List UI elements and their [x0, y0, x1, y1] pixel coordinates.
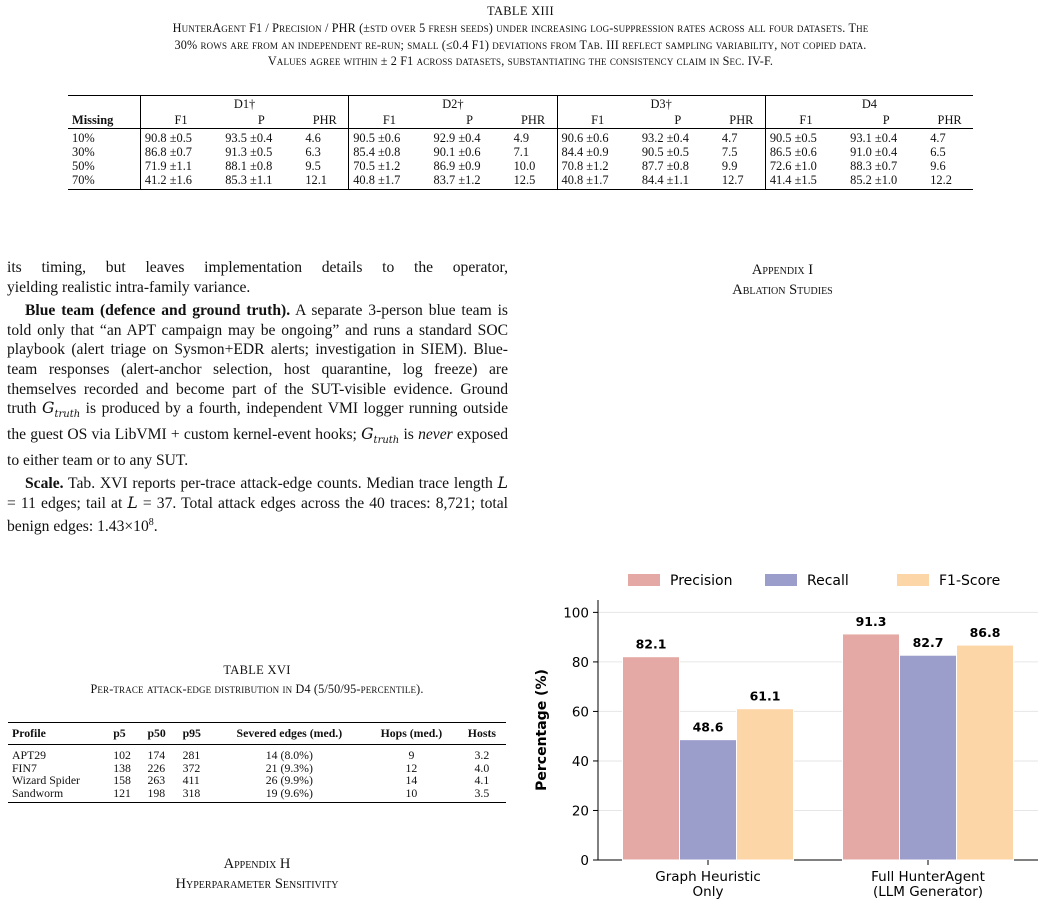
table13-value-cell: 9.5 [305, 159, 321, 173]
table13-value-cell: 90.6 ±0.6 [557, 129, 638, 146]
table13-value-cell: 83.7 ±1.2 [430, 173, 510, 190]
table13-subheader-row [68, 112, 973, 129]
y-axis-label: Percentage (%) [534, 669, 550, 791]
bar-value-label: 61.1 [749, 688, 781, 704]
table13-value-cell: 84.4 ±0.9 [557, 145, 638, 159]
table16-label: TABLE XVI [223, 663, 291, 677]
table16-cell: 14 [405, 773, 418, 788]
table13-missing-cell: 10% [68, 129, 140, 146]
y-tick-label: 100 [563, 605, 589, 622]
table16-cell: 10 [365, 787, 458, 802]
table16-cell: 174 [147, 747, 166, 762]
table13-caption-line: HunterAgent F1 / Precision / PHR (±std over 5 fresh seeds) under increasing log-suppression rates across all four datasets. The [172, 21, 869, 35]
table13-label: TABLE XIII [487, 4, 554, 18]
table13-caption-line: 30% rows are from an independent re-run; small (≤0.4 F1) deviations from Tab. III reflect sampling variability, not copied data. [174, 37, 867, 52]
table-row [68, 173, 973, 190]
table16-header-cell: Severed edges (med.) [214, 723, 365, 745]
table13-subheader: F1 [557, 112, 638, 129]
table13-value-cell: 90.5 ±0.5 [641, 145, 689, 159]
bar-value-label: 82.1 [635, 636, 667, 652]
table16-cell: 158 [113, 773, 131, 788]
appendix-i-number: Appendix I [751, 262, 814, 278]
table13-caption-line: Values agree within ± 2 F1 across datasets, substantiating the consistency claim in Sec. IV-F. [267, 54, 774, 68]
table13 [68, 95, 973, 190]
body-text-left [7, 258, 508, 537]
table13-value-cell: 91.0 ±0.4 [850, 145, 898, 159]
text-line: yielding realistic intra-family variance. [7, 278, 251, 296]
table13-value-cell: 41.4 ±1.5 [765, 173, 846, 190]
table13-subheader: PHR [312, 113, 337, 127]
table16-caption: Per-trace attack-edge distribution in D4 (5/50/95-percentile). [90, 682, 424, 696]
table13-value-cell: 88.1 ±0.8 [225, 159, 273, 173]
table13-group-header: D1† [140, 96, 348, 113]
table16 [8, 722, 506, 803]
bar-value-label: 86.8 [969, 625, 1001, 641]
table13-subheader: PHR [729, 113, 754, 127]
table13-row-header: Missing [72, 113, 114, 127]
table13-subheader: F1 [140, 112, 221, 129]
table13-value-cell: 70.5 ±1.2 [349, 159, 430, 173]
table16-cell: 26 (9.9%) [265, 773, 313, 788]
table16-cell: 3.5 [458, 787, 506, 802]
table13-subheader: P [674, 113, 682, 127]
table13-value-cell: 92.9 ±0.4 [430, 129, 510, 146]
table13-value-cell: 6.5 [930, 145, 946, 159]
x-tick-label: Graph Heuristic [655, 869, 761, 885]
table16-cell: 19 (9.6%) [214, 787, 365, 802]
table16-header-row [8, 723, 506, 745]
table13-value-cell: 41.2 ±1.6 [140, 173, 221, 190]
legend-label: F1-Score [939, 573, 1001, 589]
bar-precision [843, 634, 900, 860]
table13-missing-cell: 50% [72, 159, 95, 173]
table13-group-header-row [68, 96, 973, 113]
table16-header-cell: p95 [179, 723, 214, 745]
bar-f1-score [957, 645, 1014, 860]
y-tick-label: 40 [571, 753, 589, 770]
table16-cell: 198 [143, 787, 178, 802]
table16-cell: 372 [182, 760, 201, 775]
table16-cell: 138 [113, 760, 131, 775]
table13-group-header: D2† [349, 96, 557, 113]
table13-value-cell: 4.6 [301, 129, 348, 146]
table16-cell: 121 [109, 787, 143, 802]
y-tick-label: 0 [580, 853, 589, 869]
table16-cell: 263 [147, 773, 166, 788]
table13-value-cell: 12.7 [718, 173, 765, 190]
table16-cell: 318 [179, 787, 214, 802]
table13-value-cell: 9.6 [930, 159, 946, 173]
table16-cell: Wizard Spider [12, 773, 80, 788]
bar-value-label: 91.3 [855, 613, 887, 629]
bar-recall [680, 740, 737, 860]
table16-cell: 12 [405, 760, 418, 775]
legend-swatch [765, 574, 797, 586]
bar-f1-score [737, 709, 794, 860]
table13-subheader: PHR [521, 113, 546, 127]
appendix-i-heading [530, 260, 1035, 300]
table16-header-cell: p50 [143, 723, 178, 745]
table-row [68, 129, 973, 146]
table13-value-cell: 93.5 ±0.4 [221, 129, 301, 146]
paragraph-blue-team: Blue team (defence and ground truth). A separate 3-person blue team is told only that “an APT campaign may be ongoing” and runs a standard SOC playbook (alert triage on Sysmon+EDR alerts; investigation in SIEM). Blue-team responses (alert-anchor selection, host quarantine, log freeze) are themselves recorded and become part of the SUT-visible evidence. Ground truth $G_{truth}$ is produced by a fourth, independent VMI logger running outside the guest OS via LibVMI + custom kernel-event hooks; $G_{truth}$ is never exposed to either team or to any SUT. [7, 302, 509, 469]
table16-header-cell: p5 [109, 723, 143, 745]
appendix-h-title: Hyperparameter Sensitivity [175, 876, 339, 892]
table16-cell: 9 [408, 747, 415, 762]
table13-value-cell: 4.9 [510, 129, 557, 146]
legend-swatch [897, 574, 929, 586]
text-line: its timing, but leaves implementation details to the operator, [7, 259, 508, 276]
appendix-h-number: Appendix H [223, 856, 291, 872]
table13-value-cell: 86.5 ±0.6 [765, 145, 846, 159]
table16-cell: 4.1 [474, 773, 490, 788]
table13-value-cell: 4.7 [718, 129, 765, 146]
table16-cell: 281 [182, 747, 201, 762]
table13-value-cell: 87.7 ±0.8 [641, 159, 689, 173]
table13-value-cell: 93.2 ±0.4 [638, 129, 718, 146]
bar-value-label: 82.7 [912, 635, 944, 651]
table-row [8, 744, 506, 761]
x-tick-label: Only [692, 884, 724, 900]
table13-missing-cell: 30% [72, 145, 95, 159]
table13-subheader: P [257, 113, 265, 127]
table13-subheader: F1 [765, 112, 846, 129]
table13-value-cell: 12.1 [301, 173, 348, 190]
table13-subheader: P [466, 113, 474, 127]
table13-caption [0, 20, 1041, 70]
table16-cell: APT29 [12, 747, 47, 762]
table13-value-cell: 91.3 ±0.5 [225, 145, 273, 159]
table13-value-cell: 12.5 [510, 173, 557, 190]
table13-missing-cell: 70% [68, 173, 140, 190]
table13-value-cell: 40.8 ±1.7 [557, 173, 638, 190]
table13-value-cell: 90.5 ±0.5 [765, 129, 846, 146]
y-tick-label: 80 [571, 654, 589, 671]
table13-value-cell: 40.8 ±1.7 [349, 173, 430, 190]
table16-header-cell: Profile [8, 723, 109, 745]
table16-cell: Sandworm [8, 787, 109, 802]
x-tick-label: (LLM Generator) [872, 884, 984, 900]
ablation-bar-chart [520, 560, 1041, 909]
table13-value-cell: 86.8 ±0.7 [140, 145, 221, 159]
table13-group-header: D3† [557, 96, 765, 113]
table13-value-cell: 12.2 [926, 173, 973, 190]
legend-label: Precision [670, 573, 733, 589]
table13-value-cell: 71.9 ±1.1 [140, 159, 221, 173]
table16-cell: 411 [182, 773, 200, 788]
table-row [8, 787, 506, 802]
table16-cell: 226 [147, 760, 166, 775]
bar-recall [900, 655, 957, 860]
appendix-h-heading [8, 854, 506, 894]
y-tick-label: 60 [571, 704, 589, 721]
bar-precision [623, 657, 680, 860]
table16-cell: 3.2 [474, 747, 490, 762]
bar-value-label: 48.6 [692, 719, 724, 735]
table13-subheader: PHR [937, 113, 962, 127]
table13-value-cell: 93.1 ±0.4 [846, 129, 926, 146]
table13-value-cell: 7.5 [721, 145, 738, 159]
table-row [8, 774, 506, 787]
table13-value-cell: 7.1 [513, 145, 530, 159]
table16-cell: FIN7 [12, 760, 37, 775]
table13-value-cell: 86.9 ±0.9 [433, 159, 481, 173]
table16-cell: 14 (8.0%) [265, 747, 313, 762]
table13-header-cell [68, 96, 140, 113]
table13-value-cell: 10.0 [513, 159, 536, 173]
paragraph-heading: Scale. [25, 475, 64, 493]
table13-value-cell: 9.9 [721, 159, 738, 173]
table13-value-cell: 85.4 ±0.8 [349, 145, 430, 159]
appendix-i-title: Ablation Studies [732, 282, 833, 298]
table16-cell: 102 [113, 747, 131, 762]
table16-header-cell: Hosts [458, 723, 506, 745]
table16-cell: 4.0 [474, 760, 490, 775]
table13-group-header: D4 [765, 96, 973, 113]
table16-cell: 21 (9.3%) [265, 760, 313, 775]
paragraph-scale: Scale. Tab. XVI reports per-trace attack-edge counts. Median trace length L = 11 edges; tail at L = 37. Total attack edges across the 40 traces: 8,721; total benign edges: $1.43\times 10^8$. [7, 474, 508, 536]
table13-value-cell: 88.3 ±0.7 [850, 159, 898, 173]
table13-value-cell: 70.8 ±1.2 [557, 159, 638, 173]
table13-subheader: P [882, 113, 890, 127]
table13-value-cell: 90.5 ±0.6 [349, 129, 430, 146]
table13-value-cell: 90.1 ±0.6 [433, 145, 481, 159]
table16-header-cell: Hops (med.) [365, 723, 458, 745]
legend-swatch [628, 574, 660, 586]
y-tick-label: 20 [571, 803, 589, 820]
table13-value-cell: 90.8 ±0.5 [140, 129, 221, 146]
table-row [8, 762, 506, 775]
x-tick-label: Full HunterAgent [871, 869, 985, 885]
table-row [68, 145, 973, 159]
table13-value-cell: 6.3 [305, 145, 321, 159]
table13-subheader: F1 [349, 112, 430, 129]
table13-value-cell: 85.3 ±1.1 [221, 173, 301, 190]
table13-value-cell: 4.7 [926, 129, 973, 146]
legend-label: Recall [807, 573, 849, 589]
table13-value-cell: 85.2 ±1.0 [846, 173, 926, 190]
paragraph-heading: Blue team (defence and ground truth). [25, 302, 291, 320]
table-row [68, 159, 973, 173]
table13-value-cell: 72.6 ±1.0 [765, 159, 846, 173]
table13-value-cell: 84.4 ±1.1 [638, 173, 718, 190]
